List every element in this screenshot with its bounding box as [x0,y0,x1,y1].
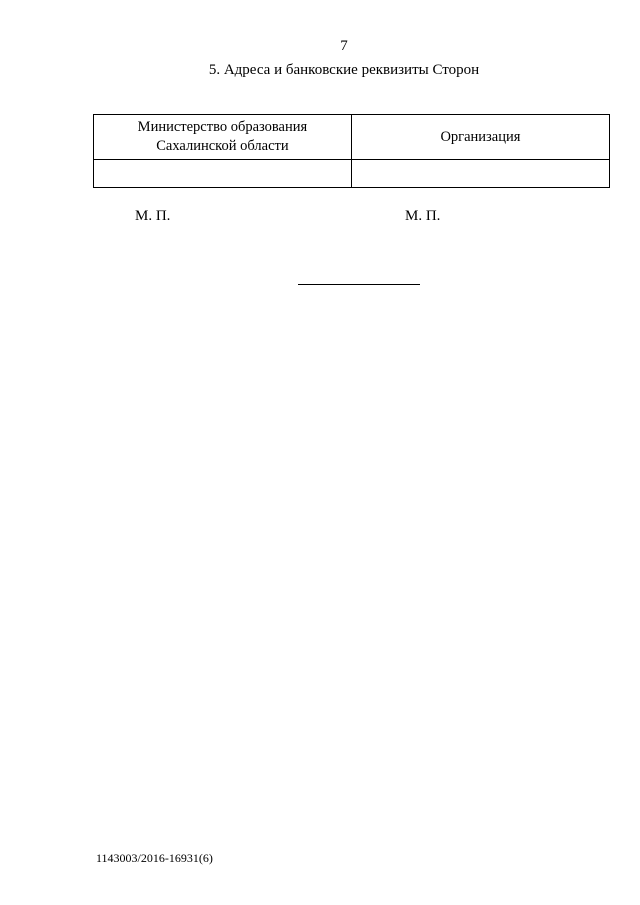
section-heading: 5. Адреса и банковские реквизиты Сторон [208,62,480,78]
requisites-table [93,114,610,188]
cell-organization-details [351,160,609,188]
stamp-place-right: М. П. [405,208,441,224]
page-number: 7 [340,38,348,54]
table-header-row [94,115,610,160]
table-row [94,160,610,188]
document-code: 1143003/2016-16931(6) [96,851,213,865]
cell-ministry-details [94,160,352,188]
header-ministry: Министерство образования Сахалинской области [94,115,352,160]
header-organization: Организация [351,115,609,160]
stamp-place-left: М. П. [135,208,171,224]
closing-divider [298,284,420,285]
